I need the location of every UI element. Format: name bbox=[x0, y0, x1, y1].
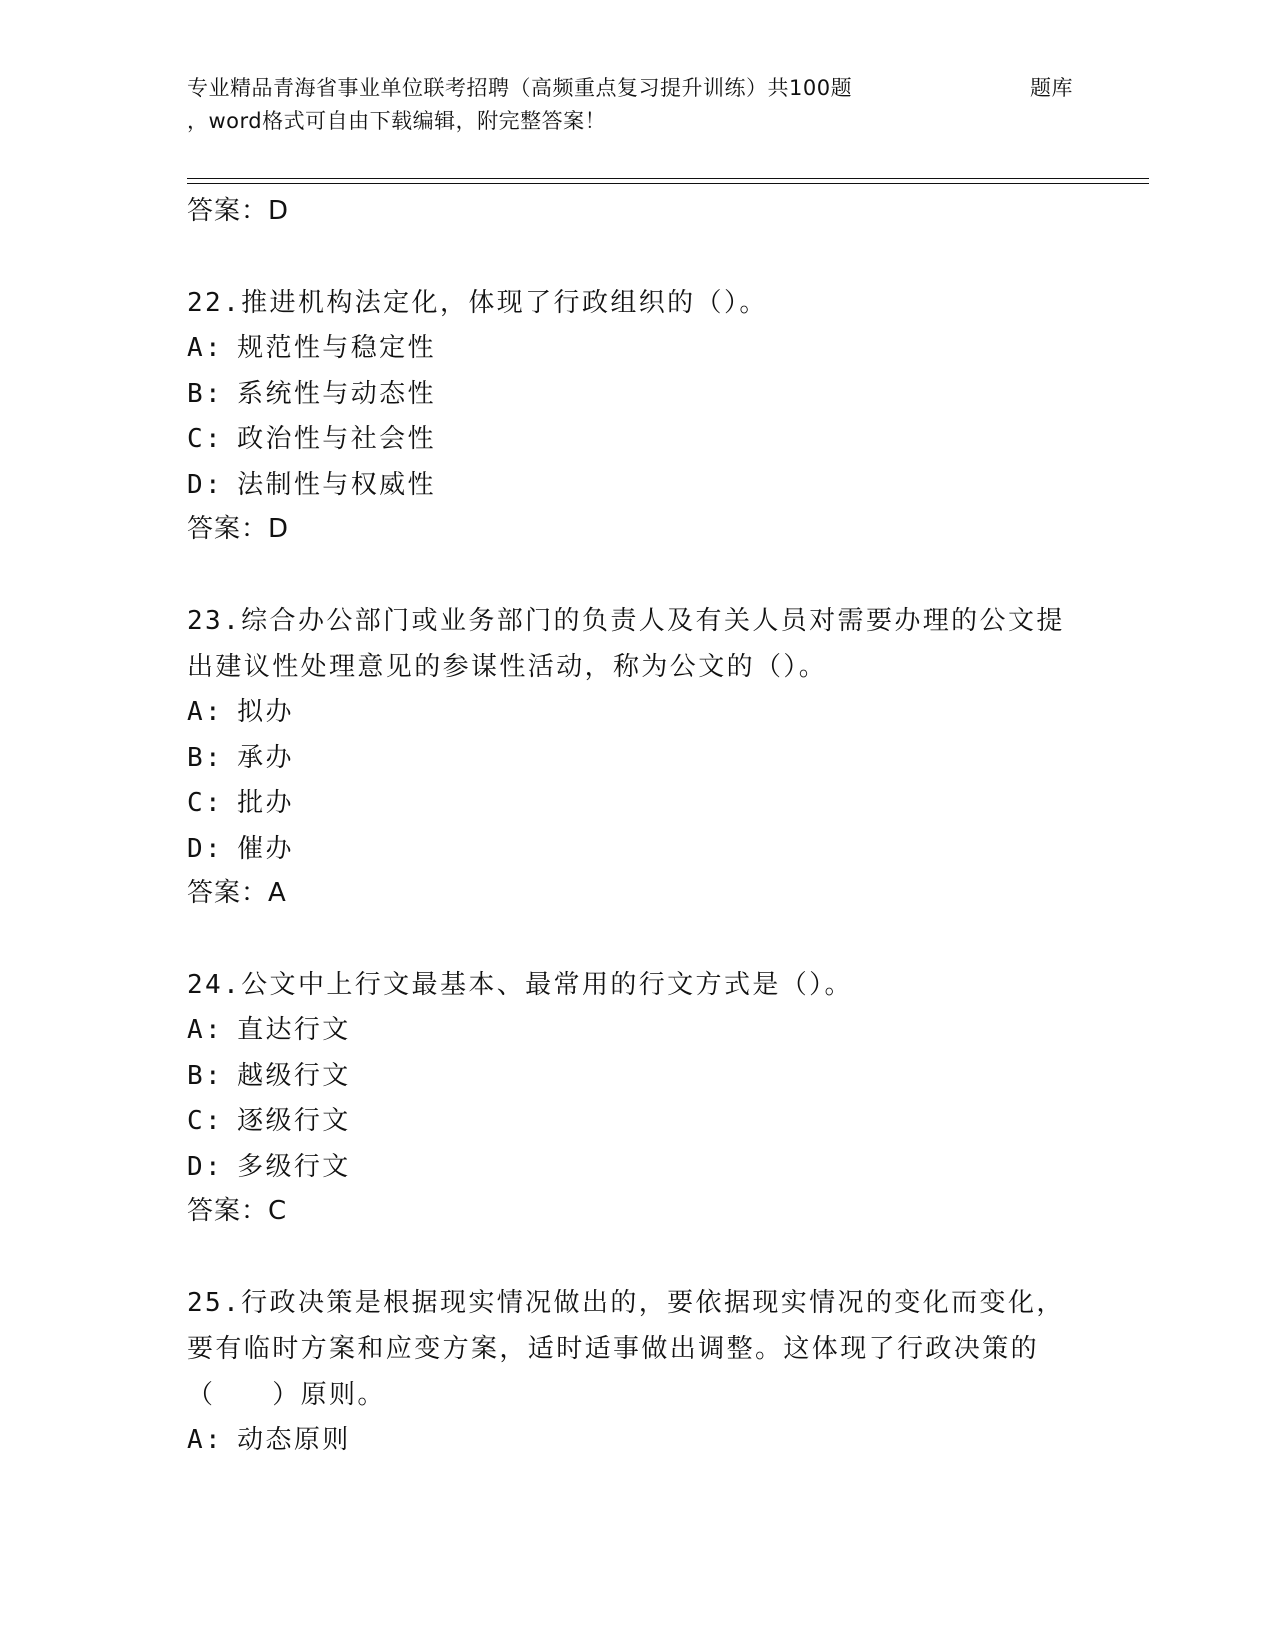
option-d bbox=[187, 1145, 1087, 1191]
document-title: 专业精品青海省事业单位联考招聘（高频重点复习提升训练）共100题 bbox=[187, 76, 853, 100]
document-body bbox=[187, 190, 1087, 1464]
option-list bbox=[187, 326, 1087, 508]
answer-line: 答案：D bbox=[187, 514, 290, 544]
option-key: C: bbox=[187, 424, 224, 454]
option-text: 动态原则 bbox=[237, 1425, 351, 1455]
option-key: D: bbox=[187, 833, 224, 864]
option-key: C: bbox=[187, 788, 224, 818]
option-list bbox=[187, 1418, 1087, 1464]
option-key: B: bbox=[187, 742, 224, 773]
option-key: B: bbox=[187, 1060, 224, 1091]
question-stem: 22.推进机构法定化，体现了行政组织的（）。 bbox=[187, 288, 768, 318]
option-key: B: bbox=[187, 378, 224, 409]
option-text: 催办 bbox=[237, 833, 294, 864]
option-b bbox=[187, 372, 1087, 418]
option-text: 承办 bbox=[237, 742, 294, 773]
option-text: 拟办 bbox=[237, 697, 294, 727]
option-a bbox=[187, 1418, 1087, 1464]
option-d bbox=[187, 827, 1087, 873]
previous-answer: 答案：D bbox=[187, 196, 290, 226]
question-block bbox=[187, 962, 1087, 1232]
answer-line: 答案：C bbox=[187, 1196, 288, 1226]
option-list bbox=[187, 690, 1087, 872]
header-line-1 bbox=[187, 72, 1087, 105]
option-key: A: bbox=[187, 333, 224, 363]
option-c bbox=[187, 417, 1087, 463]
option-c bbox=[187, 781, 1087, 827]
question-block bbox=[187, 598, 1087, 914]
answer-line: 答案：A bbox=[187, 878, 287, 908]
option-key: A: bbox=[187, 697, 224, 727]
option-key: A: bbox=[187, 1015, 224, 1045]
option-key: C: bbox=[187, 1106, 224, 1136]
option-text: 逐级行文 bbox=[237, 1106, 351, 1136]
header-divider-top bbox=[187, 178, 1149, 179]
option-a bbox=[187, 326, 1087, 372]
option-list bbox=[187, 1008, 1087, 1190]
option-text: 越级行文 bbox=[237, 1060, 351, 1091]
question-stem: 23.综合办公部门或业务部门的负责人及有关人员对需要办理的公文提出建议性处理意见的参谋性活动，称为公文的（）。 bbox=[187, 606, 1065, 682]
question-block bbox=[187, 1280, 1087, 1464]
question-stem: 24.公文中上行文最基本、最常用的行文方式是（）。 bbox=[187, 970, 853, 1000]
option-text: 政治性与社会性 bbox=[237, 424, 436, 454]
header-divider-bottom bbox=[187, 183, 1149, 184]
option-text: 系统性与动态性 bbox=[237, 378, 436, 409]
document-subtitle: ，word格式可自由下载编辑，附完整答案！ bbox=[187, 109, 607, 133]
option-text: 规范性与稳定性 bbox=[237, 333, 436, 363]
option-a bbox=[187, 1008, 1087, 1054]
option-c bbox=[187, 1099, 1087, 1145]
option-text: 多级行文 bbox=[237, 1151, 351, 1182]
option-text: 法制性与权威性 bbox=[237, 469, 436, 500]
option-key: D: bbox=[187, 469, 224, 500]
option-b bbox=[187, 1054, 1087, 1100]
question-block bbox=[187, 280, 1087, 550]
option-a bbox=[187, 690, 1087, 736]
option-text: 批办 bbox=[237, 788, 294, 818]
page-header bbox=[187, 72, 1087, 138]
option-key: A: bbox=[187, 1425, 224, 1455]
option-d bbox=[187, 463, 1087, 509]
option-key: D: bbox=[187, 1151, 224, 1182]
option-b bbox=[187, 736, 1087, 782]
header-tag: 题库 bbox=[1030, 76, 1073, 100]
question-stem: 25.行政决策是根据现实情况做出的，要依据现实情况的变化而变化，要有临时方案和应变方案，适时适事做出调整。这体现了行政决策的（ ）原则。 bbox=[187, 1288, 1065, 1410]
option-text: 直达行文 bbox=[237, 1015, 351, 1045]
